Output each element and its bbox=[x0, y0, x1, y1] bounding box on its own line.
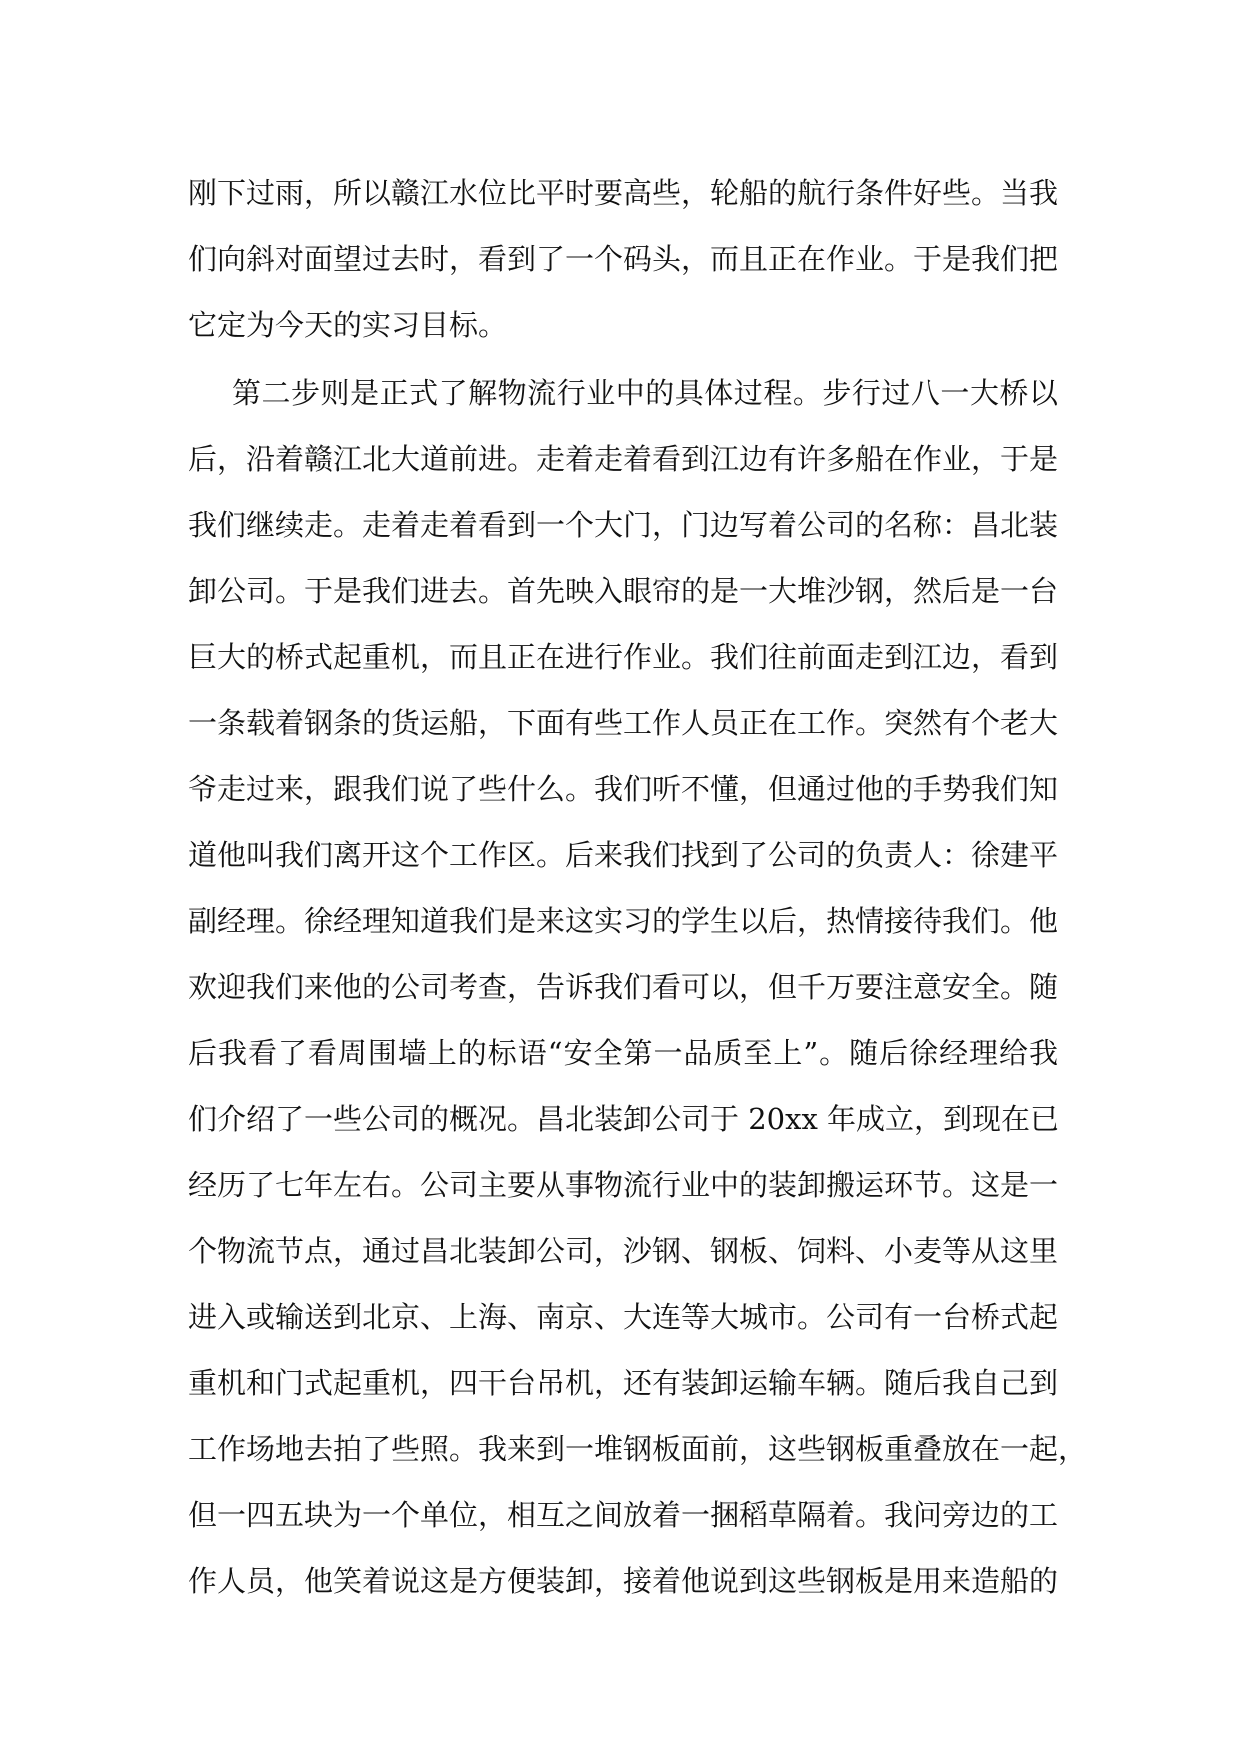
text-line: 刚下过雨，所以赣江水位比平时要高些，轮船的航行条件好些。当我 bbox=[188, 176, 1059, 210]
text-line: 我们继续走。走着走着看到一个大门，门边写着公司的名称：昌北装 bbox=[188, 508, 1059, 542]
paragraph-2 bbox=[188, 360, 1088, 1680]
text-line: 进入或输送到北京、上海、南京、大连等大城市。公司有一台桥式起 bbox=[188, 1300, 1059, 1334]
paragraph-1 bbox=[188, 160, 1058, 358]
text-line: 但一四五块为一个单位，相互之间放着一捆稻草隔着。我问旁边的工 bbox=[188, 1498, 1059, 1532]
text-line: 爷走过来，跟我们说了些什么。我们听不懂，但通过他的手势我们知 bbox=[188, 772, 1059, 806]
text-line: 第二步则是正式了解物流行业中的具体过程。步行过八一大桥以 bbox=[232, 376, 1058, 410]
text-line: 工作场地去拍了些照。我来到一堆钢板面前，这些钢板重叠放在一起， bbox=[188, 1432, 1088, 1466]
text-line: 后我看了看周围墙上的标语“安全第一品质至上”。随后徐经理给我 bbox=[188, 1036, 1058, 1070]
text-line: 道他叫我们离开这个工作区。后来我们找到了公司的负责人：徐建平 bbox=[188, 838, 1059, 872]
text-line: 经历了七年左右。公司主要从事物流行业中的装卸搬运环节。这是一 bbox=[188, 1168, 1059, 1202]
text-line: 后，沿着赣江北大道前进。走着走着看到江边有许多船在作业，于是 bbox=[188, 442, 1059, 476]
text-line: 们介绍了一些公司的概况。昌北装卸公司于 20xx 年成立，到现在已 bbox=[188, 1102, 1060, 1136]
text-line: 个物流节点，通过昌北装卸公司，沙钢、钢板、饲料、小麦等从这里 bbox=[188, 1234, 1059, 1268]
text-line: 它定为今天的实习目标。 bbox=[188, 308, 508, 342]
text-line: 们向斜对面望过去时，看到了一个码头，而且正在作业。于是我们把 bbox=[188, 242, 1059, 276]
text-line: 卸公司。于是我们进去。首先映入眼帘的是一大堆沙钢，然后是一台 bbox=[188, 574, 1059, 608]
text-line: 副经理。徐经理知道我们是来这实习的学生以后，热情接待我们。他 bbox=[188, 904, 1059, 938]
text-line: 一条载着钢条的货运船，下面有些工作人员正在工作。突然有个老大 bbox=[188, 706, 1059, 740]
text-line bbox=[188, 1614, 1058, 1680]
text-line: 欢迎我们来他的公司考查，告诉我们看可以，但千万要注意安全。随 bbox=[188, 970, 1059, 1004]
text-line: 巨大的桥式起重机，而且正在进行作业。我们往前面走到江边，看到 bbox=[188, 640, 1059, 674]
text-line: 作人员，他笑着说这是方便装卸，接着他说到这些钢板是用来造船的 bbox=[188, 1564, 1059, 1598]
text-line: 重机和门式起重机，四干台吊机，还有装卸运输车辆。随后我自己到 bbox=[188, 1366, 1059, 1400]
document-body bbox=[188, 160, 1088, 1680]
